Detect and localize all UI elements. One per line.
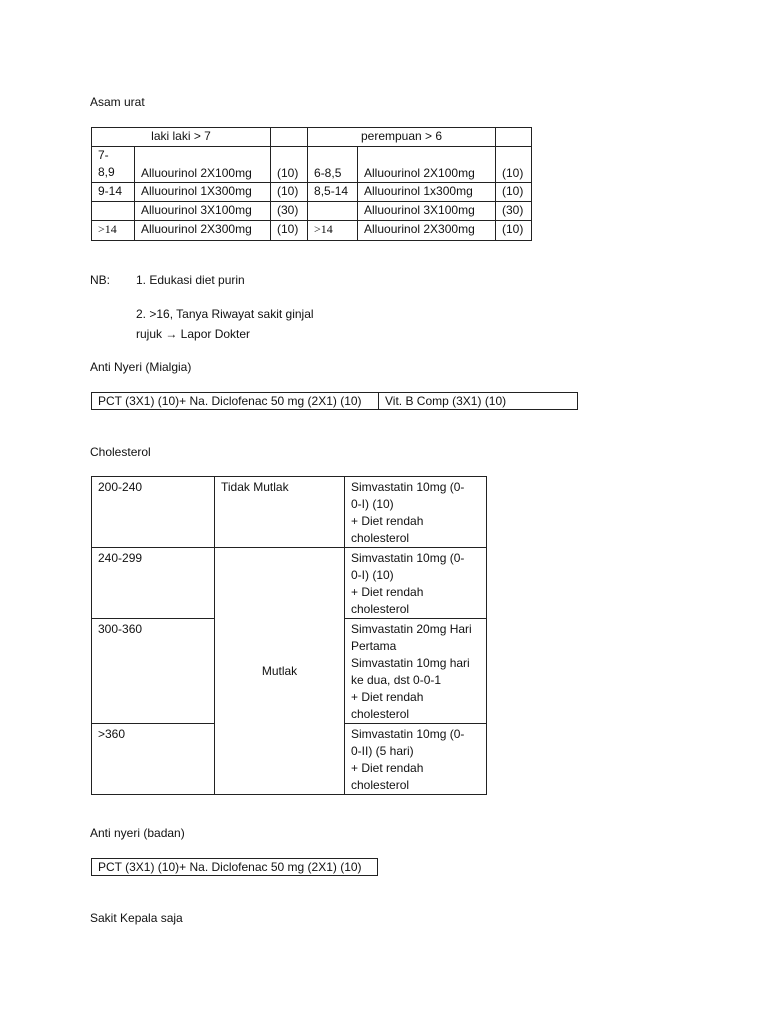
badan-cell-1: PCT (3X1) (10)+ Na. Diclofenac 50 mg (2X1) (10) bbox=[98, 860, 362, 874]
mialgia-cell-1: PCT (3X1) (10)+ Na. Diclofenac 50 mg (2X1) (10) bbox=[98, 394, 362, 408]
chol-therapy: Simvastatin 20mg Hari Pertama Simvastatin 10mg hari ke dua, dst 0-0-1 + Diet rendah cholesterol bbox=[345, 619, 487, 724]
asam-urat-title: Asam urat bbox=[90, 95, 145, 109]
chol-therapy: Simvastatin 10mg (0- 0-I) (10) + Diet rendah cholesterol bbox=[345, 477, 487, 548]
p-range: 6-8,5 bbox=[308, 147, 358, 183]
p-drug: Alluourinol 2X100mg bbox=[358, 147, 496, 183]
l-qty: (30) bbox=[271, 202, 308, 221]
p-qty: (10) bbox=[496, 147, 532, 183]
chol-range: 300-360 bbox=[92, 619, 215, 724]
l-range: 7- 8,9 bbox=[92, 147, 135, 183]
l-range: >14 bbox=[92, 221, 135, 241]
chol-type: Tidak Mutlak bbox=[215, 477, 345, 548]
header-perempuan: perempuan > 6 bbox=[308, 128, 496, 147]
cell-divider bbox=[378, 393, 379, 409]
anti-nyeri-badan-title: Anti nyeri (badan) bbox=[90, 826, 185, 840]
l-qty: (10) bbox=[271, 183, 308, 202]
l-drug: Alluourinol 2X100mg bbox=[135, 147, 271, 183]
anti-nyeri-mialgia-box bbox=[91, 392, 578, 410]
chol-range: 200-240 bbox=[92, 477, 215, 548]
anti-nyeri-mialgia-title: Anti Nyeri (Mialgia) bbox=[90, 360, 192, 374]
asam-urat-table bbox=[91, 127, 532, 241]
cholesterol-title: Cholesterol bbox=[90, 445, 151, 459]
anti-nyeri-badan-box bbox=[91, 858, 378, 876]
l-qty: (10) bbox=[271, 221, 308, 241]
l-range: 9-14 bbox=[92, 183, 135, 202]
chol-therapy: Simvastatin 10mg (0- 0-I) (10) + Diet rendah cholesterol bbox=[345, 548, 487, 619]
p-range: >14 bbox=[308, 221, 358, 241]
nb-label: NB: bbox=[90, 273, 111, 287]
l-range bbox=[92, 202, 135, 221]
sakit-kepala-title: Sakit Kepala saja bbox=[90, 911, 183, 925]
l-drug: Alluourinol 1X300mg bbox=[135, 183, 271, 202]
p-range: 8,5-14 bbox=[308, 183, 358, 202]
nb-item-1: 1. Edukasi diet purin bbox=[136, 273, 245, 287]
mialgia-cell-2: Vit. B Comp (3X1) (10) bbox=[385, 394, 507, 408]
l-drug: Alluourinol 3X100mg bbox=[135, 202, 271, 221]
chol-range: 240-299 bbox=[92, 548, 215, 619]
p-qty: (10) bbox=[496, 221, 532, 241]
chol-therapy: Simvastatin 10mg (0- 0-II) (5 hari) + Diet rendah cholesterol bbox=[345, 724, 487, 795]
p-drug: Alluourinol 2X300mg bbox=[358, 221, 496, 241]
p-qty: (10) bbox=[496, 183, 532, 202]
l-drug: Alluourinol 2X300mg bbox=[135, 221, 271, 241]
header-laki: laki laki > 7 bbox=[92, 128, 271, 147]
p-drug: Alluourinol 3X100mg bbox=[358, 202, 496, 221]
nb-item-3: rujuk → Lapor Dokter bbox=[136, 327, 251, 341]
cholesterol-table bbox=[91, 476, 487, 795]
nb-item-2: 2. >16, Tanya Riwayat sakit ginjal bbox=[136, 307, 314, 321]
p-qty: (30) bbox=[496, 202, 532, 221]
l-qty: (10) bbox=[271, 147, 308, 183]
chol-range: >360 bbox=[92, 724, 215, 795]
p-drug: Alluourinol 1x300mg bbox=[358, 183, 496, 202]
chol-type-mutlak: Mutlak bbox=[215, 548, 345, 795]
p-range bbox=[308, 202, 358, 221]
